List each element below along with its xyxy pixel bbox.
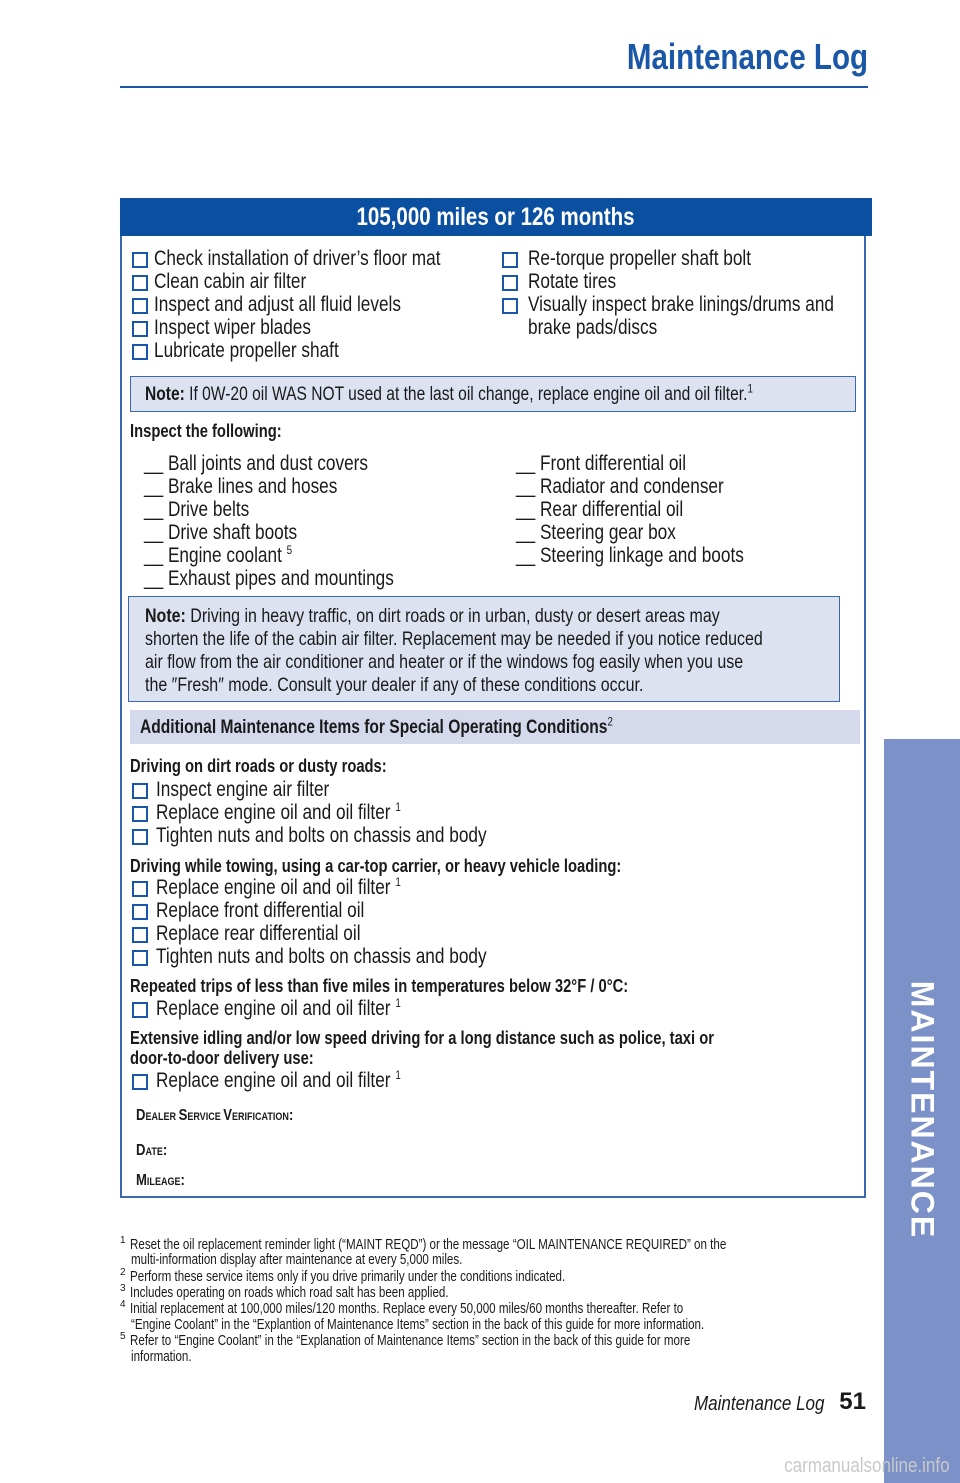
footer-section-name: Maintenance Log [693,1393,824,1415]
watermark: carmanualsonline.info [784,1455,950,1477]
condition-heading: Driving on dirt roads or dusty roads: [130,756,387,776]
inspect-item: __ Exhaust pipes and mountings [144,567,394,590]
note-label: Note: [145,605,186,627]
checkbox-replace-oil[interactable] [132,1074,148,1090]
inspect-item: __ Engine coolant $^5$ [144,543,293,567]
title-divider [120,86,868,88]
condition-heading: Repeated trips of less than five miles in temperatures below 32°F / 0°C: [130,976,629,996]
page-number: 51 [839,1388,866,1415]
checkbox-replace-oil[interactable] [132,881,148,897]
condition-heading: door-to-door delivery use: [130,1048,314,1068]
checkbox-tighten-nuts[interactable] [132,950,148,966]
condition-item: Replace rear differential oil [156,922,361,945]
inspect-item: __ Drive shaft boots [144,521,298,544]
interval-title: 105,000 miles or 126 months [356,203,636,231]
condition-item: Replace engine oil and oil filter $^1$ [156,1068,401,1092]
checkbox-replace-oil[interactable] [132,1002,148,1018]
footnote: $^1$ Reset the oil replacement reminder light (“MAINT REQD”) or the message “OIL MAINTENANCE REQUIRED” on the [120,1235,726,1253]
oil-note: Note: If 0W-20 oil WAS NOT used at the last oil change, replace engine oil and oil filter.$^1$ [130,376,856,412]
footnote: “Engine Coolant” in the “Explantion of Maintenance Items” section in the back of this guide for more information. [131,1317,705,1333]
condition-item: Tighten nuts and bolts on chassis and body [156,824,487,847]
checkbox-rotate-tires[interactable] [502,275,518,291]
dealer-verification-label: DEALER SERVICE VERIFICATION: [136,1107,294,1124]
condition-item: Tighten nuts and bolts on chassis and body [156,945,487,968]
inspect-item: __ Steering gear box [516,521,676,544]
footnote: $^5$ Refer to “Engine Coolant” in the “Explanation of Maintenance Items” section in the back of this guide for more [120,1331,690,1349]
inspect-item: __ Rear differential oil [516,498,684,521]
inspect-item: __ Front differential oil [516,452,687,475]
footnote: $^4$ Initial replacement at 100,000 miles/120 months. Replace every 50,000 miles/60 months thereafter. Refer to [120,1299,683,1317]
inspect-item: __ Ball joints and dust covers [144,452,368,475]
condition-item: Replace engine oil and oil filter $^1$ [156,800,401,824]
inspect-item: __ Brake lines and hoses [144,475,338,498]
condition-heading: Driving while towing, using a car-top carrier, or heavy vehicle loading: [130,856,622,876]
check-item: Visually inspect brake linings/drums and [528,293,834,316]
checkbox-retorque-bolt[interactable] [502,252,518,268]
checkbox-propeller-shaft[interactable] [132,344,148,360]
mileage-label: MILEAGE: [136,1172,185,1189]
inspect-item: __ Steering linkage and boots [516,544,744,567]
maintenance-interval-box [120,198,866,1198]
check-item: Check installation of driver’s floor mat [154,247,441,270]
checkbox-replace-oil[interactable] [132,806,148,822]
checkbox-rear-diff[interactable] [132,927,148,943]
date-label: DATE: [136,1142,168,1159]
condition-item: Replace engine oil and oil filter $^1$ [156,996,401,1020]
checkbox-engine-air-filter[interactable] [132,783,148,799]
condition-heading: Extensive idling and/or low speed driving for a long distance such as police, taxi or [130,1028,714,1048]
checkbox-tighten-nuts[interactable] [132,829,148,845]
condition-item: Replace front differential oil [156,899,365,922]
check-item: Inspect and adjust all fluid levels [154,293,401,316]
check-item-continued: brake pads/discs [528,316,658,339]
check-item: Clean cabin air filter [154,270,307,293]
interval-header [120,198,872,236]
condition-item: Inspect engine air filter [156,778,330,801]
section-tab-label: MAINTENANCE [904,980,941,1240]
footnote: information. [131,1349,192,1365]
cabin-filter-note: Note: Driving in heavy traffic, on dirt roads or in urban, dusty or desert areas may shorten the life of the cabin air filter. Replacement may be needed if you notice reduced air flow from the air conditioner and heater or if the windows fog easily when you use the ″Fresh″ mode. Consult your dealer if any of these conditions occur. [128,596,840,702]
additional-items-header: Additional Maintenance Items for Special Operating Conditions$^2$ [130,710,860,744]
check-item: Inspect wiper blades [154,316,311,339]
footnote: $^2$ Perform these service items only if you drive primarily under the conditions indicated. [120,1267,565,1285]
inspect-heading: Inspect the following: [130,421,282,441]
page-title: Maintenance Log [626,36,868,77]
checkbox-cabin-filter[interactable] [132,275,148,291]
condition-item: Replace engine oil and oil filter $^1$ [156,875,401,899]
note-label: Note: [145,384,185,405]
checkbox-front-diff[interactable] [132,904,148,920]
note-text: If 0W-20 oil WAS NOT used at the last oil change, replace engine oil and oil filter. [189,384,748,405]
inspect-item: __ Radiator and condenser [516,475,724,498]
footnote: $^3$ Includes operating on roads which road salt has been applied. [120,1283,449,1301]
inspect-item: __ Drive belts [144,498,250,521]
check-item: Lubricate propeller shaft [154,339,339,362]
check-item: Rotate tires [528,270,617,293]
check-item: Re-torque propeller shaft bolt [528,247,752,270]
checkbox-brake-inspect[interactable] [502,298,518,314]
checkbox-wiper-blades[interactable] [132,321,148,337]
checkbox-fluid-levels[interactable] [132,298,148,314]
checkbox-floor-mat[interactable] [132,252,148,268]
footnote: multi-information display after maintenance at every 5,000 miles. [131,1252,463,1268]
